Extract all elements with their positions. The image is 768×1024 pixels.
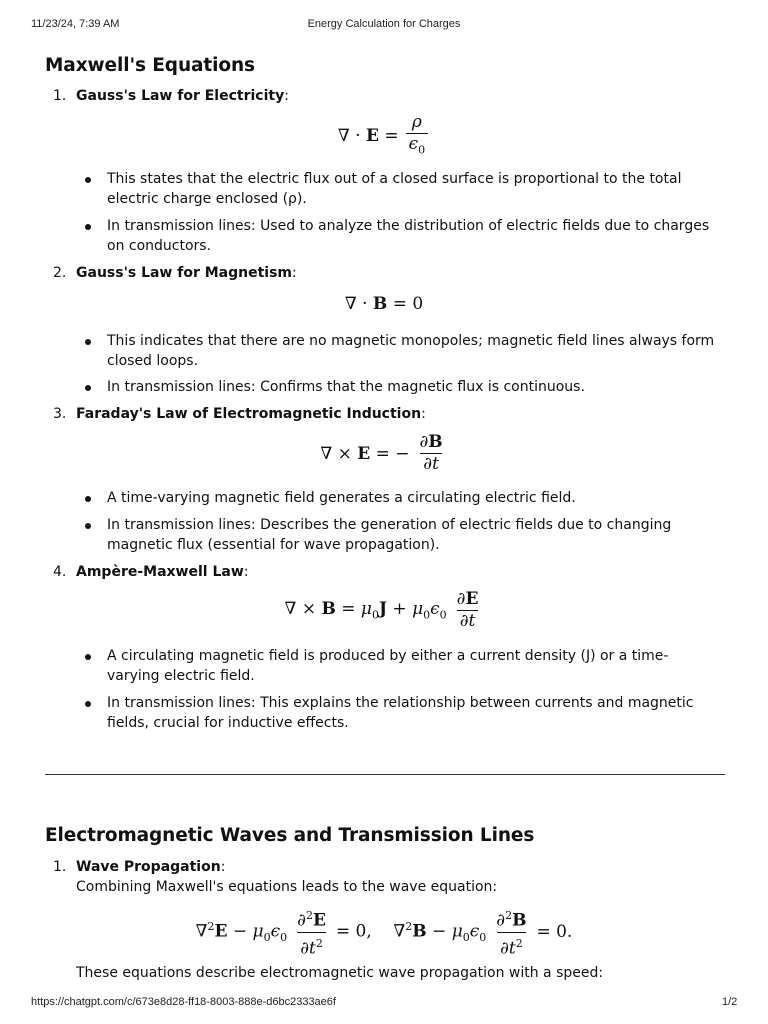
list-number: 2.: [53, 265, 67, 281]
bullet-item: In transmission lines: Confirms that the magnetic flux is continuous.: [107, 378, 717, 398]
item-title: Gauss's Law for Electricity: [76, 88, 285, 104]
equation-render: ∇ × E = − $\frac{\partial B}{\partial t}$: [320, 432, 443, 474]
list-number: 4.: [53, 564, 67, 580]
bullet-item: A time-varying magnetic field generates a circulating electric field.: [107, 489, 717, 509]
bullet-item: This states that the electric flux out of a closed surface is proportional to the total electric charge enclosed (ρ).: [107, 170, 717, 209]
equation-render: ∇ × $B = \mu_0J + \mu_0\epsilon_0$ $\frac{\partial E}{\partial t}$: [284, 589, 479, 631]
equation-gauss-electric: [0, 113, 768, 159]
equation-render: ∇ · B = 0: [344, 294, 424, 314]
print-page-title: Energy Calculation for Charges: [307, 18, 461, 30]
print-page-number: 1/2: [722, 996, 738, 1008]
equation-render: ∇ · E = $\frac{\rho}{\epsilon_0}$: [338, 113, 430, 159]
wave-intro-text: Combining Maxwell's equations leads to the wave equation:: [76, 879, 498, 895]
item-title: Wave Propagation: [76, 859, 221, 875]
list-item-gauss-electric: 1. Gauss's Law for Electricity:: [53, 88, 289, 104]
equation-wave: [0, 906, 768, 958]
bullet-item: In transmission lines: Used to analyze the distribution of electric fields due to charges on conductors.: [107, 217, 717, 256]
bullet-item: A circulating magnetic field is produced by either a current density (J) or a time-varying electric field.: [107, 647, 717, 686]
wave-speed-text: These equations describe electromagnetic wave propagation with a speed:: [76, 965, 604, 981]
bullet-item: In transmission lines: Describes the generation of electric fields due to changing magnetic flux (essential for wave propagation).: [107, 516, 717, 555]
print-url: https://chatgpt.com/c/673e8d28-ff18-8003-888e-d6bc2333ae6f: [31, 996, 336, 1008]
equation-render: $\nabla^2E - \mu_0\epsilon_0$ $\frac{\partial^2E}{\partial t^2}$ = 0, $\nabla^2B - \mu_0\epsilon_0$ $\frac{\partial^2B}{\partial t^2}$ = 0.: [195, 909, 573, 959]
list-number: 3.: [53, 406, 67, 422]
section-divider: [45, 774, 725, 775]
print-datetime: 11/23/24, 7:39 AM: [31, 18, 120, 30]
equation-gauss-magnetic: [0, 294, 768, 314]
list-number: 1.: [53, 88, 67, 104]
section-title-maxwell: Maxwell's Equations: [45, 55, 255, 76]
equation-faraday: [0, 433, 768, 474]
list-item-ampere-maxwell: 4. Ampère-Maxwell Law:: [53, 564, 249, 580]
bullet-item: This indicates that there are no magnetic monopoles; magnetic field lines always form closed loops.: [107, 332, 717, 371]
item-title: Gauss's Law for Magnetism: [76, 265, 293, 281]
list-item-gauss-magnetic: 2. Gauss's Law for Magnetism:: [53, 265, 297, 281]
section-title-em-waves: Electromagnetic Waves and Transmission Lines: [45, 825, 535, 846]
equation-ampere-maxwell: [0, 590, 768, 631]
item-title: Ampère-Maxwell Law: [76, 564, 244, 580]
list-item-faraday: 3. Faraday's Law of Electromagnetic Induction:: [53, 406, 426, 422]
bullet-item: In transmission lines: This explains the relationship between currents and magnetic fields, crucial for inductive effects.: [107, 694, 717, 733]
list-item-wave-propagation: 1. Wave Propagation:: [53, 859, 226, 875]
item-title: Faraday's Law of Electromagnetic Induction: [76, 406, 422, 422]
list-number: 1.: [53, 859, 67, 875]
